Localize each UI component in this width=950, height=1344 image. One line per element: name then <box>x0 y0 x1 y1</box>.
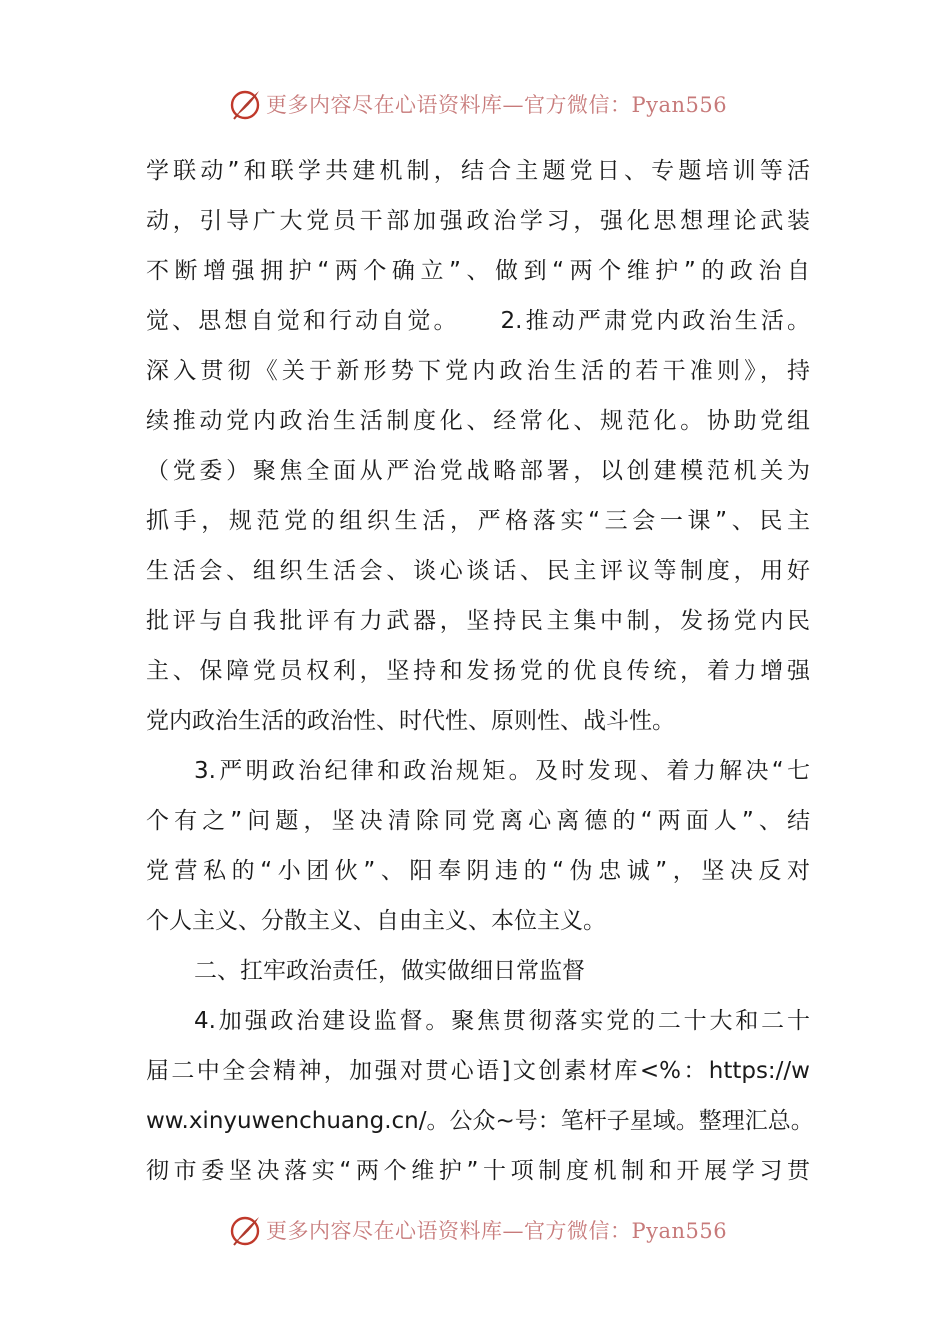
body-line: 续推动党内政治生活制度化、经常化、规范化。协助党组 <box>146 408 810 434</box>
footer-banner <box>228 1210 748 1250</box>
footer-banner-text: 更多内容尽在心语资料库—官方微信：Pyan556 <box>266 1219 728 1243</box>
body-line: 彻市委坚决落实“两个维护”十项制度机制和开展学习贯 <box>146 1158 810 1184</box>
body-line: 生活会、组织生活会、谈心谈话、民主评议等制度，用好 <box>146 558 810 584</box>
body-line: 3.严明政治纪律和政治规矩。及时发现、着力解决“七 <box>194 758 810 784</box>
body-line: 学联动”和联学共建机制，结合主题党日、专题培训等活 <box>146 158 810 184</box>
body-line: 深入贯彻《关于新形势下党内政治生活的若干准则》，持 <box>146 358 810 384</box>
body-line: 党内政治生活的政治性、时代性、原则性、战斗性。 <box>146 708 675 734</box>
header-banner <box>228 84 748 124</box>
body-line: 抓手，规范党的组织生活，严格落实“三会一课”、民主 <box>146 508 810 534</box>
document-body <box>146 146 814 1196</box>
quill-logo-icon <box>228 1212 264 1248</box>
header-banner-text: 更多内容尽在心语资料库—官方微信：Pyan556 <box>266 93 728 117</box>
body-line: 主、保障党员权利，坚持和发扬党的优良传统，着力增强 <box>146 658 810 684</box>
section-heading: 二、扛牢政治责任，做实做细日常监督 <box>194 958 585 984</box>
body-line: 不断增强拥护“两个确立”、做到“两个维护”的政治自 <box>146 258 810 284</box>
body-line: 觉、思想自觉和行动自觉。 2.推动严肃党内政治生活。 <box>146 308 810 334</box>
body-line: （党委）聚焦全面从严治党战略部署，以创建模范机关为 <box>146 458 810 484</box>
body-line: ww.xinyuwenchuang.cn/。公众~号：笔杆子星域。整理汇总。 <box>146 1108 814 1134</box>
body-line: 届二中全会精神，加强对贯心语]文创素材库<%：https://w <box>146 1058 810 1084</box>
body-line: 批评与自我批评有力武器，坚持民主集中制，发扬党内民 <box>146 608 810 634</box>
body-line: 动，引导广大党员干部加强政治学习，强化思想理论武装 <box>146 208 810 234</box>
quill-logo-icon <box>228 86 264 122</box>
body-line: 个人主义、分散主义、自由主义、本位主义。 <box>146 908 606 934</box>
body-line: 个有之”问题，坚决清除同党离心离德的“两面人”、结 <box>146 808 810 834</box>
body-line: 4.加强政治建设监督。聚焦贯彻落实党的二十大和二十 <box>194 1008 810 1034</box>
body-line: 党营私的“小团伙”、阳奉阴违的“伪忠诚”，坚决反对 <box>146 858 810 884</box>
